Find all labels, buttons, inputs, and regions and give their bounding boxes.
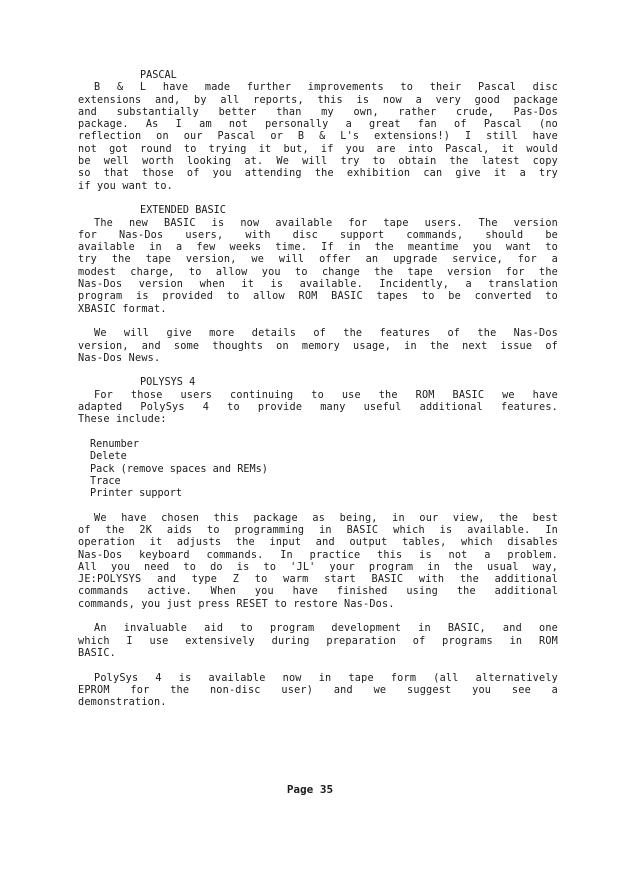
text-line: Nas-Dos keyboard commands. In practice this is not a problem. [78, 549, 558, 561]
text-line: be well worth looking at. We will try to obtain the latest copy [78, 156, 558, 168]
text-line: We have chosen this package as being, in our view, the best [94, 512, 558, 524]
paragraph-polysys-2 [78, 513, 558, 611]
paragraph-polysys-4 [78, 673, 558, 710]
text-line: For those users continuing to use the ROM BASIC we have [94, 389, 558, 401]
text-line: demonstration. [78, 697, 167, 709]
text-line: XBASIC format. [78, 303, 167, 315]
text-line: Nas-Dos News. [78, 352, 161, 364]
section-heading-extended-basic: EXTENDED BASIC [140, 205, 226, 217]
text-line: try the tape version, we will offer an upgrade service, for a [78, 254, 558, 266]
text-line: An invaluable aid to program development in BASIC, and one [94, 623, 558, 635]
text-line: and substantially better than my own, rather crude, Pas-Dos [78, 106, 558, 118]
text-line: commands, you just press RESET to restore Nas-Dos. [78, 598, 395, 610]
text-line: All you need to do is to 'JL' your program in the usual way, [78, 561, 558, 573]
text-line: of the 2K aids to programming in BASIC which is available. In [78, 524, 558, 536]
text-line: available in a few weeks time. If in the meantime you want to [78, 242, 558, 254]
paragraph-extended-basic-1 [78, 218, 558, 316]
text-line: We will give more details of the features of the Nas-Dos [94, 328, 558, 340]
list-item: Pack (remove spaces and REMs) [90, 463, 268, 475]
feature-list [78, 439, 558, 500]
paragraph-extended-basic-2 [78, 328, 558, 365]
text-line: if you want to. [78, 180, 174, 192]
paragraph-polysys-3 [78, 623, 558, 660]
section-heading-pascal: PASCAL [140, 70, 177, 81]
page-number: Page 35 [286, 783, 334, 796]
text-line: not got round to trying it but, if you are into Pascal, it would [78, 143, 558, 155]
text-line: The new BASIC is now available for tape users. The version [94, 217, 558, 229]
text-line: PolySys 4 is available now in tape form (all alternatively [94, 672, 558, 684]
text-line: reflection on our Pascal or B & L's extensions!) I still have [78, 131, 558, 143]
text-line: These include: [78, 414, 167, 426]
text-line: operation it adjusts the input and output tables, which disables [78, 537, 558, 549]
text-line: EPROM for the non-disc user) and we suggest you see a [78, 684, 558, 696]
text-line: extensions and, by all reports, this is now a very good package [78, 94, 558, 106]
list-item: Renumber [90, 438, 140, 450]
paragraph-polysys-1 [78, 390, 558, 427]
text-line: modest charge, to allow you to change the tape version for the [78, 266, 558, 278]
text-line: adapted PolySys 4 to provide many useful additional features. [78, 402, 558, 414]
list-item: Trace [90, 475, 121, 487]
paragraph-pascal [78, 82, 558, 193]
text-line: for Nas-Dos users, with disc support commands, should be [78, 229, 558, 241]
text-line: which I use extensively during preparation of programs in ROM [78, 635, 558, 647]
document-page [78, 70, 558, 709]
text-line: B & L have made further improvements to their Pascal disc [94, 82, 558, 94]
text-line: version, and some thoughts on memory usage, in the next issue of [78, 340, 558, 352]
text-line: package. As I am not personally a great fan of Pascal (no [78, 119, 558, 131]
list-item: Printer support [90, 488, 183, 500]
text-line: program is provided to allow ROM BASIC tapes to be converted to [78, 291, 558, 303]
text-line: commands active. When you have finished using the additional [78, 586, 558, 598]
text-line: so that those of you attending the exhibition can give it a try [78, 168, 558, 180]
text-line: JE:POLYSYS and type Z to warm start BASIC with the additional [78, 574, 558, 586]
section-heading-polysys: POLYSYS 4 [140, 377, 196, 389]
text-line: Nas-Dos version when it is available. Incidently, a translation [78, 279, 558, 291]
text-line: BASIC. [78, 647, 117, 659]
list-item: Delete [90, 451, 127, 463]
